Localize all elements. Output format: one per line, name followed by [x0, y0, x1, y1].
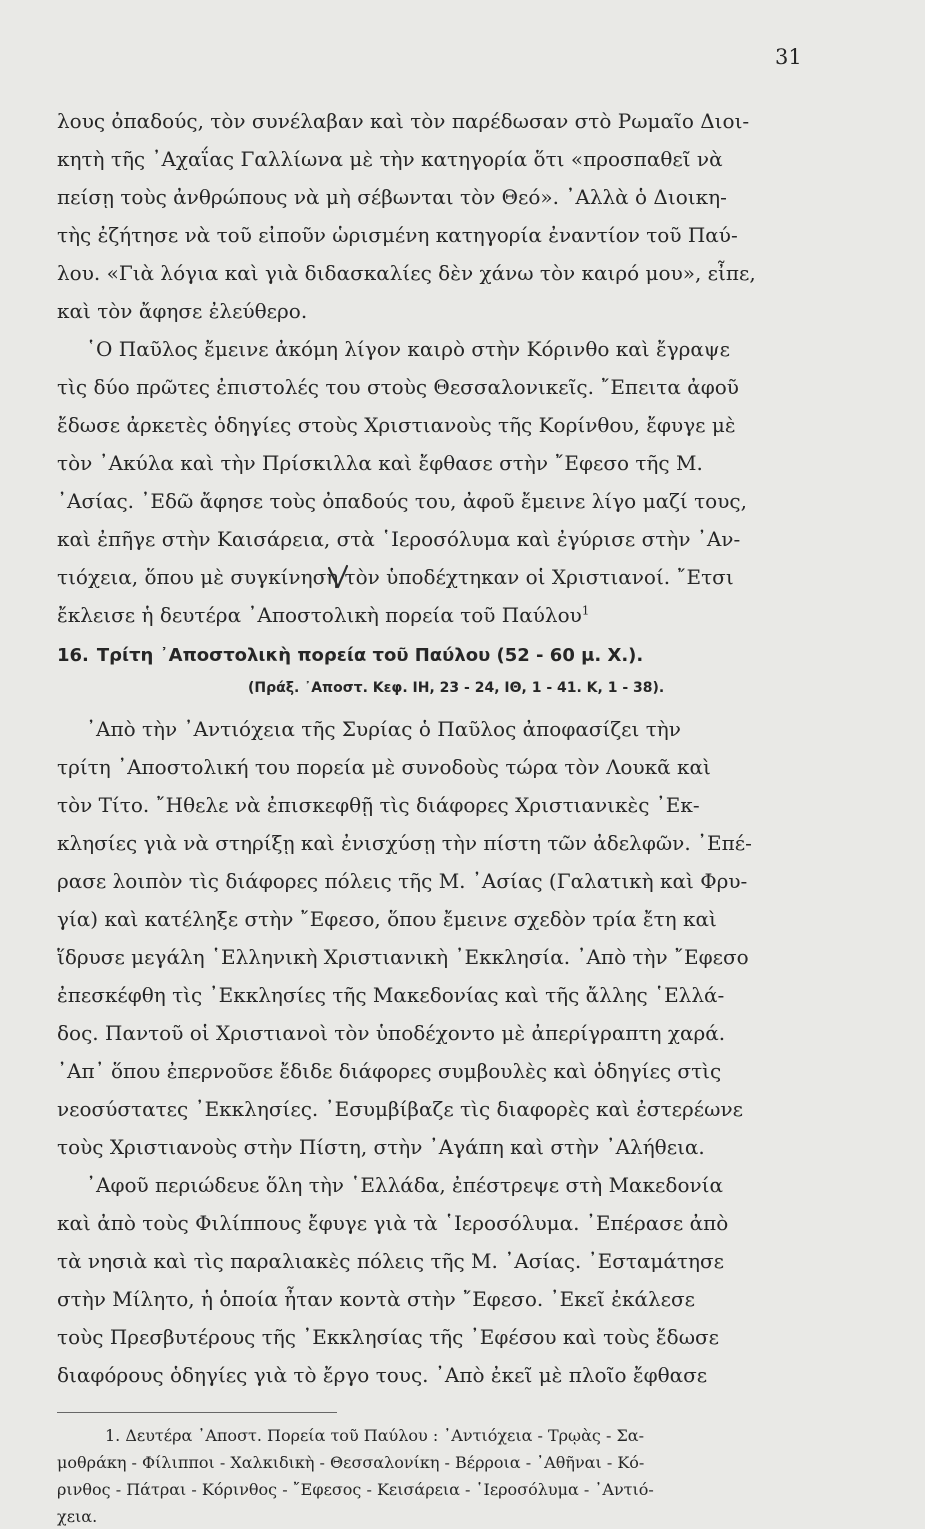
- footnote-divider: [57, 1412, 337, 1413]
- section-number: 16.: [57, 645, 89, 666]
- footnote-line: ρινθος - Πάτραι - Κόρινθος - ῎Εφεσος - Κεισάρεια - ῾Ιεροσόλυμα - ᾿Αντιό-: [57, 1480, 654, 1499]
- scripture-citation: (Πράξ. ᾿Αποστ. Κεφ. ΙΗ, 23 - 24, ΙΘ, 1 - 41. Κ, 1 - 38).: [248, 680, 665, 696]
- text-line: τὸν ᾿Ακύλα καὶ τὴν Πρίσκιλλα καὶ ἔφθασε στὴν ῎Εφεσο τῆς Μ.: [57, 451, 703, 475]
- text-line: τοὺς Πρεσβυτέρους τῆς ᾿Εκκλησίας τῆς ᾿Εφέσου καὶ τοὺς ἔδωσε: [57, 1325, 720, 1349]
- text-line: λου. «Γιὰ λόγια καὶ γιὰ διδασκαλίες δὲν χάνω τὸν καιρό μου», εἶπε,: [57, 261, 756, 285]
- text-line: καὶ τὸν ἄφησε ἐλεύθερο.: [57, 299, 308, 323]
- text-line: τὰ νησιὰ καὶ τὶς παραλιακὲς πόλεις τῆς Μ. ᾿Ασίας. ᾿Εσταμάτησε: [57, 1249, 724, 1273]
- text-line: κητὴ τῆς ᾿Αχαΐας Γαλλίωνα μὲ τὴν κατηγορία ὅτι «προσπαθεῖ νὰ: [57, 147, 723, 171]
- text-line: ἐπεσκέφθη τὶς ᾿Εκκλησίες τῆς Μακεδονίας καὶ τῆς ἄλλης ῾Ελλά-: [57, 983, 725, 1007]
- text-segment: ἔκλεισε ἡ δευτέρα ᾿Αποστολικὴ πορεία τοῦ Παύλου: [57, 603, 582, 627]
- text-line: τρίτη ᾿Αποστολική του πορεία μὲ συνοδοὺς τώρα τὸν Λουκᾶ καὶ: [57, 755, 711, 779]
- text-line: κλησίες γιὰ νὰ στηρίξῃ καὶ ἐνισχύσῃ τὴν πίστη τῶν ἀδελφῶν. ᾿Επέ-: [57, 831, 752, 855]
- text-line: στὴν Μίλητο, ἡ ὁποία ἦταν κοντὰ στὴν ῎Εφεσο. ᾿Εκεῖ ἐκάλεσε: [57, 1287, 696, 1311]
- text-line: καὶ ἀπὸ τοὺς Φιλίππους ἔφυγε γιὰ τὰ ῾Ιεροσόλυμα. ᾿Επέρασε ἀπὸ: [57, 1211, 729, 1235]
- footnote-reference: 1: [581, 603, 590, 618]
- text-line: πείσῃ τοὺς ἀνθρώπους νὰ μὴ σέβωνται τὸν Θεό». ᾿Αλλὰ ὁ Διοικη-: [57, 185, 727, 209]
- section-title: Τρίτη ᾿Αποστολικὴ πορεία τοῦ Παύλου (52 - 60 μ. Χ.).: [96, 645, 644, 666]
- footnote-line: χεια.: [57, 1507, 98, 1526]
- text-line: δος. Παντοῦ οἱ Χριστιανοὶ τὸν ὑποδέχοντο μὲ ἀπερίγραπτη χαρά.: [57, 1021, 726, 1045]
- text-line: ἵδρυσε μεγάλη ῾Ελληνικὴ Χριστιανικὴ ᾿Εκκλησία. ᾿Απὸ τὴν ῎Εφεσο: [57, 945, 749, 969]
- text-line: διαφόρους ὁδηγίες γιὰ τὸ ἔργο τους. ᾿Απὸ ἐκεῖ μὲ πλοῖο ἔφθασε: [57, 1363, 708, 1387]
- text-line: γία) καὶ κατέληξε στὴν ῎Εφεσο, ὅπου ἔμεινε σχεδὸν τρία ἔτη καὶ: [57, 907, 717, 931]
- text-line: ᾿Ασίας. ᾿Εδῶ ἄφησε τοὺς ὀπαδούς του, ἀφοῦ ἔμεινε λίγο μαζί τους,: [57, 489, 747, 513]
- footnote-line: μοθράκη - Φίλιπποι - Χαλκιδικὴ - Θεσσαλονίκη - Βέρροια - ᾿Αθῆναι - Κό-: [57, 1453, 645, 1472]
- text-line: λους ὀπαδούς, τὸν συνέλαβαν καὶ τὸν παρέδωσαν στὸ Ρωμαῖο Διοι-: [57, 109, 750, 133]
- text-line: τὸν Τίτο. ῎Ηθελε νὰ ἐπισκεφθῇ τὶς διάφορες Χριστιανικὲς ᾿Εκ-: [57, 793, 700, 817]
- page-number: 31: [775, 45, 802, 69]
- text-line: τὶς δύο πρῶτες ἐπιστολές του στοὺς Θεσσαλονικεῖς. ῎Επειτα ἀφοῦ: [57, 375, 739, 399]
- text-line: ᾿Απ᾿ ὅπου ἐπερνοῦσε ἔδιδε διάφορες συμβουλὲς καὶ ὁδηγίες στὶς: [57, 1059, 722, 1083]
- text-line: ἔδωσε ἀρκετὲς ὁδηγίες στοὺς Χριστιανοὺς τῆς Κορίνθου, ἔφυγε μὲ: [57, 413, 736, 437]
- text-line: τιόχεια, ὅπου μὲ συγκίνηση τὸν ὑποδέχτηκαν οἱ Χριστιανοί. ῎Ετσι: [57, 565, 734, 589]
- text-line: τὴς ἐζήτησε νὰ τοῦ εἰποῦν ὡρισμένη κατηγορία ἐναντίον τοῦ Παύ-: [57, 223, 738, 247]
- paragraph-first-line: ᾿Αφοῦ περιώδευε ὅλη τὴν ῾Ελλάδα, ἐπέστρεψε στὴ Μακεδονία: [86, 1173, 724, 1197]
- text-line: νεοσύστατες ᾿Εκκλησίες. ᾿Εσυμβίβαζε τὶς διαφορὲς καὶ ἐστερέωνε: [57, 1097, 743, 1121]
- text-line: ρασε λοιπὸν τὶς διάφορες πόλεις τῆς Μ. ᾿Ασίας (Γαλατικὴ καὶ Φρυ-: [57, 869, 748, 893]
- paragraph-first-line: ῾Ο Παῦλος ἔμεινε ἀκόμη λίγον καιρὸ στὴν Κόρινθο καὶ ἔγραψε: [86, 337, 730, 361]
- footnote-line: 1. Δευτέρα ᾿Αποστ. Πορεία τοῦ Παύλου : ᾿Αντιόχεια - Τρῳὰς - Σα-: [105, 1426, 644, 1445]
- text-line: τοὺς Χριστιανοὺς στὴν Πίστη, στὴν ᾿Αγάπη καὶ στὴν ᾿Αλήθεια.: [57, 1135, 705, 1159]
- text-line: καὶ ἐπῆγε στὴν Καισάρεια, στὰ ῾Ιεροσόλυμα καὶ ἐγύρισε στὴν ᾿Αν-: [57, 527, 741, 551]
- paragraph-first-line: ᾿Απὸ τὴν ᾿Αντιόχεια τῆς Συρίας ὁ Παῦλος ἀποφασίζει τὴν: [86, 717, 681, 741]
